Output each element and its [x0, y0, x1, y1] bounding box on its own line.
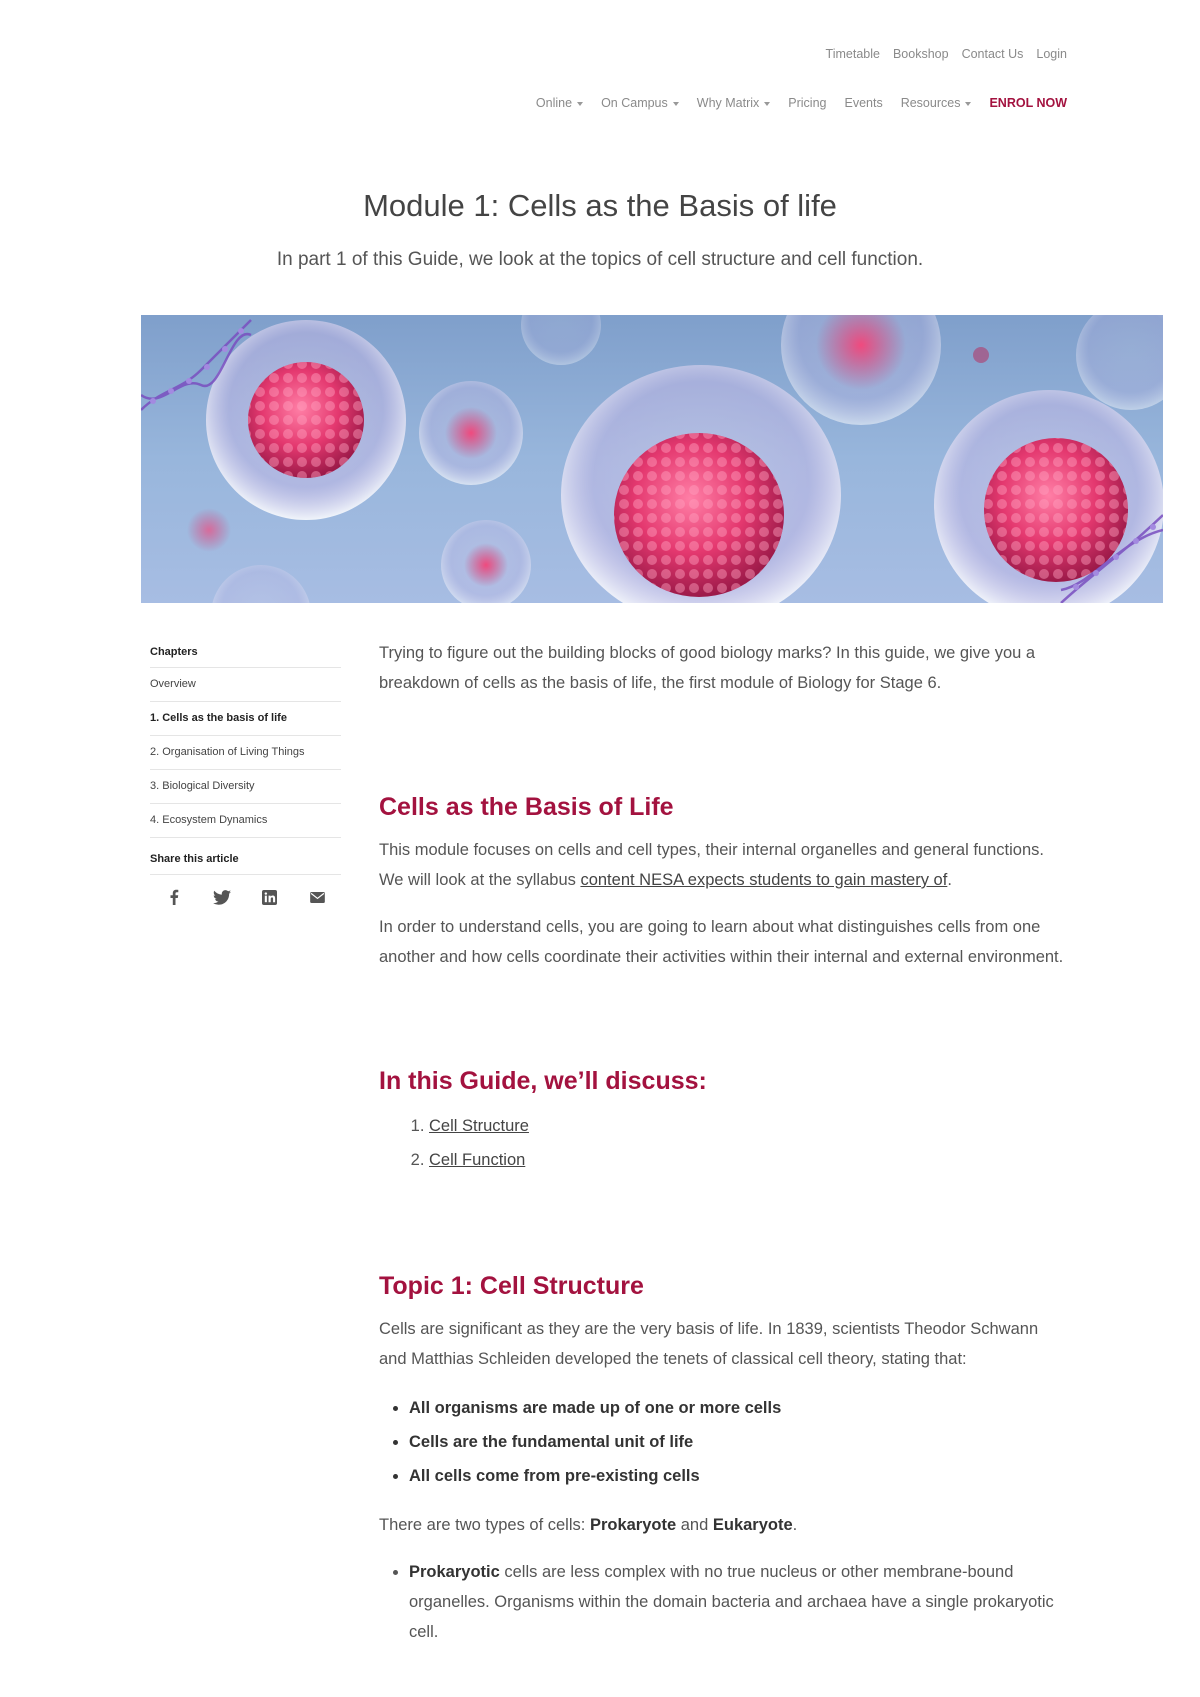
- list-item: [429, 1143, 1064, 1177]
- list-item: [409, 1557, 1064, 1647]
- sidebar: [150, 640, 341, 907]
- social-share: [150, 875, 341, 907]
- chevron-down-icon: [577, 102, 583, 106]
- types-and: and: [676, 1516, 713, 1534]
- nav-why-matrix-label: Why Matrix: [696, 96, 760, 110]
- share-heading: Share this article: [150, 838, 341, 875]
- section3-paragraph1: Cells are significant as they are the very basis of life. In 1839, scientists Theodor Schwann and Matthias Schleiden developed the tenets of classical cell theory, stating that:: [379, 1320, 1039, 1368]
- cell-function-link[interactable]: Cell Function: [429, 1151, 526, 1169]
- main-nav: [536, 96, 1067, 110]
- guide-list: [379, 1109, 1064, 1177]
- nav-events[interactable]: Events: [844, 96, 883, 110]
- section1-text-end: .: [947, 871, 952, 889]
- sidebar-item-organisation[interactable]: 2. Organisation of Living Things: [150, 736, 341, 770]
- cell-structure-link[interactable]: Cell Structure: [429, 1117, 529, 1135]
- list-item: [429, 1109, 1064, 1143]
- list-item: • All organisms are made up of one or more cells: [409, 1391, 1064, 1425]
- nav-on-campus-label: On Campus: [601, 96, 668, 110]
- chevron-down-icon: [764, 102, 770, 106]
- list-item: • All cells come from pre-existing cells: [409, 1459, 1064, 1493]
- nav-resources-label: Resources: [900, 96, 961, 110]
- nav-resources[interactable]: [901, 96, 972, 110]
- section1-paragraph1: [379, 835, 1064, 895]
- cell-theory-list: [379, 1391, 1064, 1493]
- bookshop-link[interactable]: Bookshop: [892, 47, 949, 61]
- enrol-now-button[interactable]: ENROL NOW: [989, 96, 1067, 110]
- page-subtitle: In part 1 of this Guide, we look at the topics of cell structure and cell function.: [276, 249, 924, 270]
- timetable-link[interactable]: Timetable: [825, 47, 880, 61]
- section1-text: This module focuses on cells and cell types, their internal organelles and general functions. We will look at the syllabus: [379, 841, 1044, 889]
- nav-why-matrix[interactable]: [697, 96, 771, 110]
- email-icon[interactable]: [307, 887, 327, 907]
- cell-types-list: [379, 1557, 1064, 1647]
- section-heading-topic1: Topic 1: Cell Structure: [379, 1272, 644, 1300]
- linkedin-icon[interactable]: [259, 887, 279, 907]
- login-link[interactable]: Login: [1036, 47, 1067, 61]
- page-title: Module 1: Cells as the Basis of life: [363, 188, 837, 223]
- sidebar-item-ecosystem[interactable]: 4. Ecosystem Dynamics: [150, 804, 341, 838]
- section1-paragraph2: In order to understand cells, you are going to learn about what distinguishes cells from one another and how cells coordinate their activities within their internal and external environment.: [379, 918, 1064, 966]
- facebook-icon[interactable]: [164, 887, 184, 907]
- contact-us-link[interactable]: Contact Us: [961, 47, 1024, 61]
- types-end: .: [792, 1516, 798, 1534]
- list-item: • Cells are the fundamental unit of life: [409, 1425, 1064, 1459]
- utility-nav: [826, 47, 1067, 61]
- cell-types-paragraph: [379, 1510, 1064, 1540]
- prokaryote-term: Prokaryote: [589, 1516, 677, 1534]
- types-text: There are two types of cells:: [379, 1516, 590, 1534]
- nav-online[interactable]: [536, 96, 583, 110]
- intro-paragraph: Trying to figure out the building blocks of good biology marks? In this guide, we give you a breakdown of cells as the basis of life, the first module of Biology for Stage 6.: [379, 644, 1036, 692]
- nesa-content-link[interactable]: content NESA expects students to gain mastery of: [580, 871, 948, 889]
- article-content: [379, 638, 1064, 1664]
- prokaryotic-term: Prokaryotic: [409, 1563, 500, 1581]
- nav-pricing[interactable]: Pricing: [788, 96, 827, 110]
- chapters-heading: Chapters: [150, 640, 341, 668]
- section-heading-discuss: In this Guide, we’ll discuss:: [379, 1067, 707, 1095]
- section-heading-cells: Cells as the Basis of Life: [379, 793, 674, 821]
- twitter-icon[interactable]: [212, 887, 232, 907]
- chevron-down-icon: [673, 102, 679, 106]
- prokaryotic-description: cells are less complex with no true nucleus or other membrane-bound organelles. Organisms within the domain bacteria and archaea have a single prokaryotic cell.: [409, 1563, 1054, 1641]
- sidebar-item-diversity[interactable]: 3. Biological Diversity: [150, 770, 341, 804]
- hero-banner-image: [141, 315, 1163, 603]
- chevron-down-icon: [965, 102, 971, 106]
- eukaryote-term: Eukaryote: [712, 1516, 793, 1534]
- sidebar-item-overview[interactable]: Overview: [150, 668, 341, 702]
- sidebar-item-cells[interactable]: 1. Cells as the basis of life: [150, 702, 341, 736]
- nav-online-label: Online: [535, 96, 573, 110]
- nav-on-campus[interactable]: [601, 96, 679, 110]
